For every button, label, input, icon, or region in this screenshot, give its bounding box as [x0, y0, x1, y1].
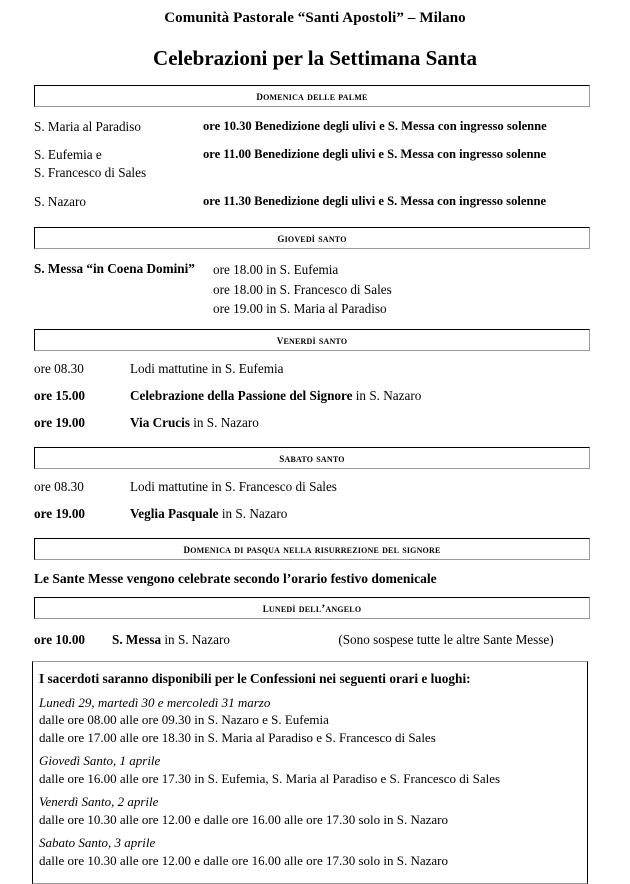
confessions-group-line: dalle ore 17.00 alle ore 18.30 in S. Maria al Paradiso e S. Francesco di Sales — [39, 729, 587, 747]
table-row — [34, 260, 590, 319]
row-event-rest: in S. Francesco di Sales — [208, 479, 337, 494]
row-place — [34, 146, 203, 182]
confessions-group — [39, 834, 587, 875]
row-time: ore 19.00 — [34, 505, 130, 522]
row-time: ore 10.00 — [34, 631, 112, 648]
row-place-line1: S. Eufemia e — [34, 146, 203, 164]
section-header-angelo — [34, 597, 590, 619]
row-time: ore 15.00 — [34, 387, 130, 404]
row-event — [130, 360, 590, 377]
row-detail: ore 11.00 Benedizione degli ulivi e S. Messa con ingresso solenne — [203, 146, 590, 163]
row-place — [34, 118, 203, 135]
table-row — [34, 387, 590, 404]
table-row — [34, 478, 590, 495]
table-row — [34, 193, 590, 210]
pasqua-note: Le Sante Messe vengono celebrate secondo l’orario festivo domenicale — [34, 571, 590, 587]
row-detail: ore 11.30 Benedizione degli ulivi e S. Messa con ingresso solenne — [203, 193, 590, 210]
section-body-pasqua — [34, 560, 590, 587]
row-place-line2: S. Francesco di Sales — [34, 164, 203, 182]
row-event-name: Lodi mattutine — [130, 361, 208, 376]
section-header-palme — [34, 85, 590, 107]
row-event-name: S. Messa — [112, 632, 161, 647]
row-place — [34, 193, 203, 210]
confessions-group-head: Sabato Santo, 3 aprile — [39, 834, 587, 852]
section-header-venerdi — [34, 329, 590, 351]
row-event — [130, 505, 590, 522]
row-event-rest: in S. Nazaro — [161, 632, 230, 647]
section-body-giovedi — [34, 249, 590, 319]
row-detail: ore 10.30 Benedizione degli ulivi e S. Messa con ingresso solenne — [203, 118, 590, 135]
confessions-group-head: Lunedì 29, martedì 30 e mercoledì 31 marzo — [39, 694, 587, 712]
section-body-palme — [34, 107, 590, 210]
row-place-line1: S. Nazaro — [34, 193, 203, 210]
row-event — [130, 414, 590, 431]
page-title-organization: Comunità Pastorale “Santi Apostoli” – Milano — [0, 0, 630, 28]
confessions-group-head: Venerdì Santo, 2 aprile — [39, 793, 587, 811]
row-label: S. Messa “in Coena Domini” — [34, 260, 213, 277]
time-line: ore 18.00 in S. Francesco di Sales — [213, 280, 590, 300]
row-event-name: Veglia Pasquale — [130, 506, 219, 521]
confessions-group-line: dalle ore 10.30 alle ore 12.00 e dalle ore 16.00 alle ore 17.30 solo in S. Nazaro — [39, 852, 587, 870]
row-note: (Sono sospese tutte le altre Sante Messe) — [338, 631, 590, 648]
row-event-name: Celebrazione della Passione del Signore — [130, 388, 352, 403]
section-body-sabato — [34, 469, 590, 522]
row-event-rest: in S. Nazaro — [190, 415, 259, 430]
row-event-name: Lodi mattutine — [130, 479, 208, 494]
section-header-sabato — [34, 447, 590, 469]
table-row — [34, 631, 590, 648]
confessions-group-line: dalle ore 08.00 alle ore 09.30 in S. Nazaro e S. Eufemia — [39, 711, 587, 729]
table-row — [34, 360, 590, 377]
confessions-group — [39, 793, 587, 834]
confessions-group — [39, 752, 587, 793]
confessions-group — [39, 694, 587, 753]
section-header-sabato-label: sabato santo — [279, 450, 344, 466]
time-line: ore 18.00 in S. Eufemia — [213, 260, 590, 280]
table-row — [34, 146, 590, 182]
section-header-pasqua — [34, 538, 590, 560]
row-time: ore 19.00 — [34, 414, 130, 431]
row-event — [112, 631, 338, 648]
confessions-group-head: Giovedì Santo, 1 aprile — [39, 752, 587, 770]
section-header-angelo-label: lunedì dell’angelo — [263, 600, 362, 616]
time-line: ore 19.00 in S. Maria al Paradiso — [213, 299, 590, 319]
confessions-group-line: dalle ore 16.00 alle ore 17.30 in S. Eufemia, S. Maria al Paradiso e S. Francesco di Sales — [39, 770, 587, 788]
table-row — [34, 414, 590, 431]
section-header-giovedi — [34, 227, 590, 249]
row-event — [130, 387, 590, 404]
row-event — [130, 478, 590, 495]
row-place-line1: S. Maria al Paradiso — [34, 118, 203, 135]
row-event-rest: in S. Nazaro — [219, 506, 288, 521]
confessions-box — [32, 661, 588, 884]
section-body-angelo — [34, 619, 590, 648]
row-time: ore 08.30 — [34, 478, 130, 495]
confessions-group-line: dalle ore 10.30 alle ore 12.00 e dalle ore 16.00 alle ore 17.30 solo in S. Nazaro — [39, 811, 587, 829]
section-header-giovedi-label: giovedì santo — [277, 230, 346, 246]
row-times — [213, 260, 590, 319]
confessions-title: I sacerdoti saranno disponibili per le Confessioni nei seguenti orari e luoghi: — [39, 669, 587, 694]
section-header-palme-label: domenica delle palme — [256, 88, 367, 104]
section-header-pasqua-label: domenica di pasqua nella risurrezione del signore — [184, 541, 441, 557]
section-header-venerdi-label: venerdì santo — [277, 332, 348, 348]
table-row — [34, 118, 590, 135]
row-event-rest: in S. Eufemia — [208, 361, 283, 376]
page-title-main: Celebrazioni per la Settimana Santa — [0, 28, 630, 72]
row-event-name: Via Crucis — [130, 415, 190, 430]
section-body-venerdi — [34, 351, 590, 431]
row-time: ore 08.30 — [34, 360, 130, 377]
row-event-rest: in S. Nazaro — [352, 388, 421, 403]
table-row — [34, 505, 590, 522]
